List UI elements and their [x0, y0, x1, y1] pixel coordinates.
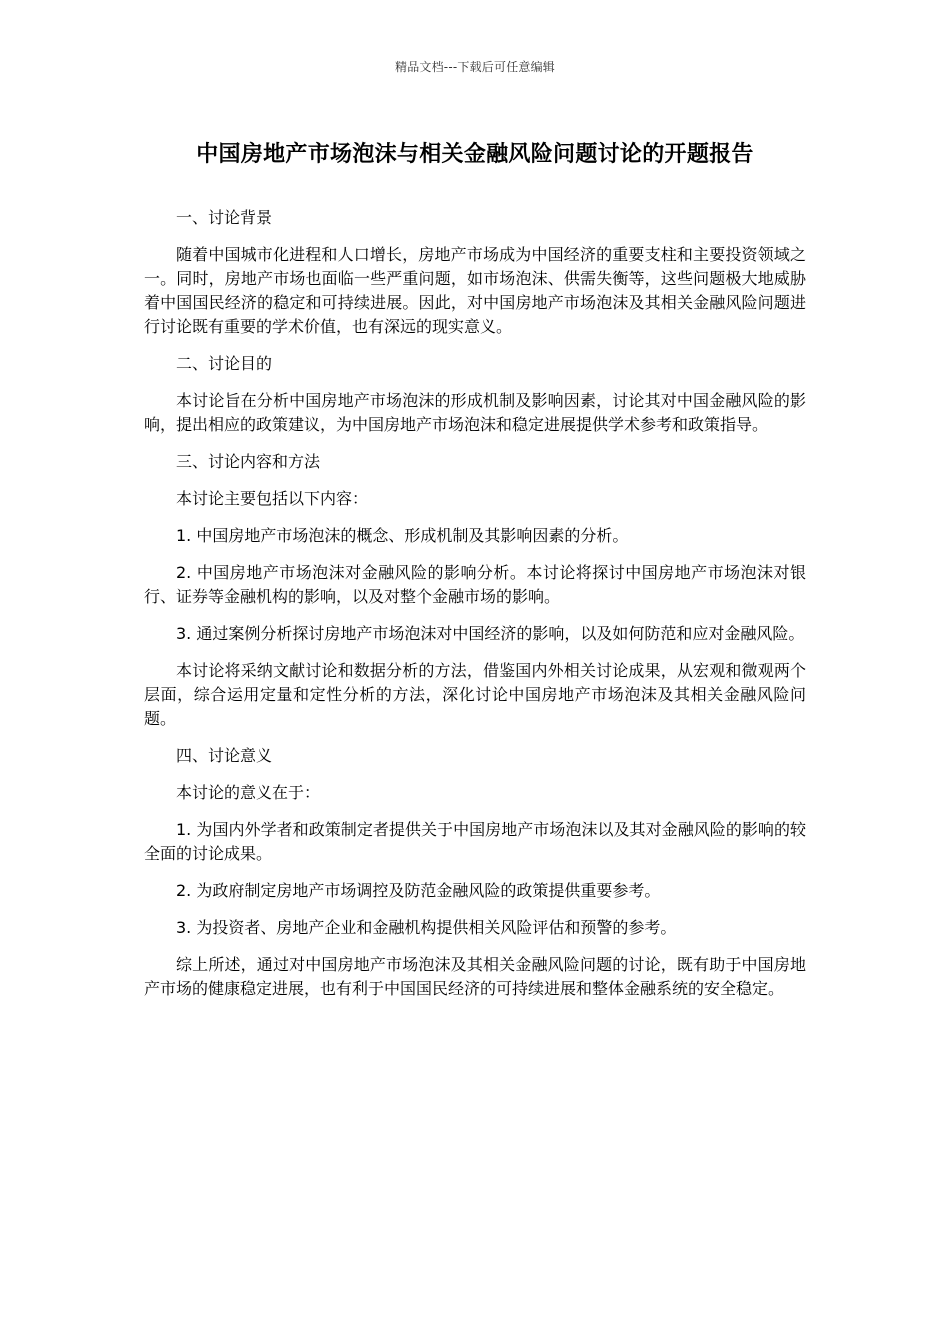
list-item-content-2: 2. 中国房地产市场泡沫对金融风险的影响分析。本讨论将探讨中国房地产市场泡沫对银行、证券等金融机构的影响，以及对整个金融市场的影响。: [144, 563, 806, 606]
paragraph-method: 本讨论将采纳文献讨论和数据分析的方法，借鉴国内外相关讨论成果，从宏观和微观两个层面，综合运用定量和定性分析的方法，深化讨论中国房地产市场泡沫及其相关金融风险问题。: [144, 661, 806, 728]
document-title: 中国房地产市场泡沫与相关金融风险问题讨论的开题报告: [196, 142, 754, 167]
page-header: 精品文档---下载后可任意编辑: [395, 60, 555, 74]
paragraph-conclusion: 综上所述，通过对中国房地产市场泡沫及其相关金融风险问题的讨论，既有助于中国房地产市场的健康稳定进展，也有利于中国国民经济的可持续进展和整体金融系统的安全稳定。: [144, 955, 806, 998]
section-heading-significance: 四、讨论意义: [176, 746, 273, 765]
list-item-content-3: 3. 通过案例分析探讨房地产市场泡沫对中国经济的影响，以及如何防范和应对金融风险。: [176, 624, 805, 643]
section-heading-content-method: 三、讨论内容和方法: [176, 452, 321, 471]
paragraph-significance-intro: 本讨论的意义在于：: [176, 783, 321, 802]
paragraph-purpose: 本讨论旨在分析中国房地产市场泡沫的形成机制及影响因素，讨论其对中国金融风险的影响，提出相应的政策建议，为中国房地产市场泡沫和稳定进展提供学术参考和政策指导。: [144, 391, 806, 434]
list-item-significance-3: 3. 为投资者、房地产企业和金融机构提供相关风险评估和预警的参考。: [176, 918, 677, 937]
list-item-significance-1: 1. 为国内外学者和政策制定者提供关于中国房地产市场泡沫以及其对金融风险的影响的较全面的讨论成果。: [144, 820, 806, 863]
list-item-significance-2: 2. 为政府制定房地产市场调控及防范金融风险的政策提供重要参考。: [176, 881, 661, 900]
section-heading-purpose: 二、讨论目的: [176, 354, 273, 373]
list-item-content-1: 1. 中国房地产市场泡沫的概念、形成机制及其影响因素的分析。: [176, 526, 629, 545]
paragraph-background: 随着中国城市化进程和人口增长，房地产市场成为中国经济的重要支柱和主要投资领域之一。同时，房地产市场也面临一些严重问题，如市场泡沫、供需失衡等，这些问题极大地威胁着中国国民经济的稳定和可持续进展。因此，对中国房地产市场泡沫及其相关金融风险问题进行讨论既有重要的学术价值，也有深远的现实意义。: [144, 245, 806, 336]
document-body: [144, 206, 806, 1014]
paragraph-content-intro: 本讨论主要包括以下内容：: [176, 489, 369, 508]
section-heading-background: 一、讨论背景: [176, 208, 273, 227]
